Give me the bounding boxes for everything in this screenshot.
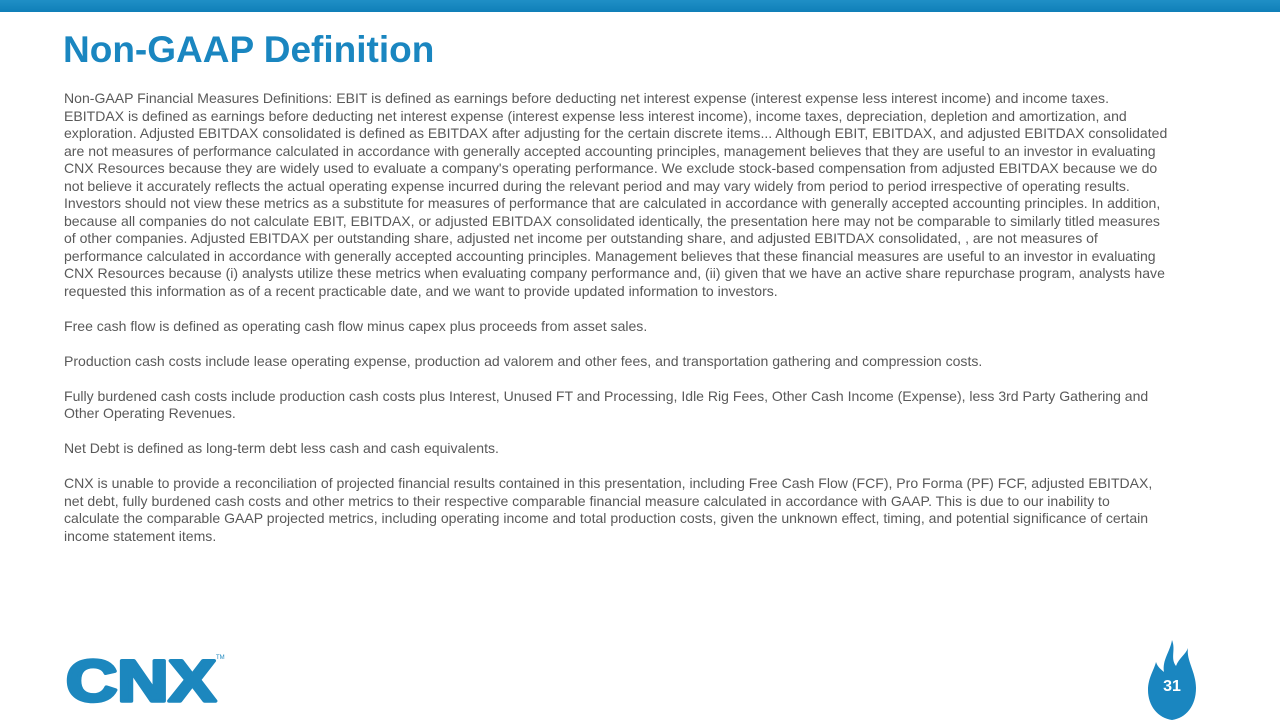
cnx-logo-icon [66, 650, 230, 706]
definitions-body [64, 90, 1169, 545]
slide-title: Non-GAAP Definition [63, 29, 435, 70]
paragraph-production-cash-costs: Production cash costs include lease operating expense, production ad valorem and other fees, and transportation gathering and compression costs. [64, 352, 983, 369]
paragraph-non-gaap-measures: Non-GAAP Financial Measures Definitions: EBIT is defined as earnings before deducting net interest expense (interest expense less interest income) and income taxes. EBITDAX is defined as earnings before deducting net interest expense (interest expense less interest income), income taxes, depreciation, depletion and amortization, and exploration. Adjusted EBITDAX consolidated is defined as EBITDAX after adjusting for the certain discrete items... Although EBIT, EBITDAX, and adjusted EBITDAX consolidated are not measures of performance calculated in accordance with generally accepted accounting principles, management believes that they are useful to an investor in evaluating CNX Resources because they are widely used to evaluate a company's operating performance. We exclude stock-based compensation from adjusted EBITDAX because we do not believe it accurately reflects the actual operating expense incurred during the relevant period and may vary widely from period to period irrespective of operating results. Investors should not view these metrics as a substitute for measures of performance that are calculated in accordance with generally accepted accounting principles. In addition, because all companies do not calculate EBIT, EBITDAX, or adjusted EBITDAX consolidated identically, the presentation here may not be comparable to similarly titled measures of other companies. Adjusted EBITDAX per outstanding share, adjusted net income per outstanding share, and adjusted EBITDAX consolidated, , are not measures of performance calculated in accordance with generally accepted accounting principles. Management believes that these financial measures are useful to an investor in evaluating CNX Resources because (i) analysts utilize these metrics when evaluating company performance and, (ii) given that we have an active share repurchase program, analysts have requested this information as of a recent practicable date, and we want to provide updated information to investors. [64, 90, 1168, 299]
paragraph-free-cash-flow: Free cash flow is defined as operating cash flow minus capex plus proceeds from asset sales. [64, 317, 648, 334]
top-accent-bar [0, 0, 1280, 12]
page-number: 31 [1163, 678, 1181, 695]
logo-wordmark: CNX [66, 650, 217, 706]
paragraph-net-debt: Net Debt is defined as long-term debt less cash and cash equivalents. [64, 440, 499, 456]
logo-trademark: TM [216, 655, 225, 661]
paragraph-fully-burdened-cash-costs: Fully burdened cash costs include production cash costs plus Interest, Unused FT and Processing, Idle Rig Fees, Other Cash Income (Expense), less 3rd Party Gathering and Other Operating Revenues. [64, 387, 1149, 421]
paragraph-reconciliation: CNX is unable to provide a reconciliation of projected financial results contained in this presentation, including Free Cash Flow (FCF), Pro Forma (PF) FCF, adjusted EBITDAX, net debt, fully burdened cash costs and other metrics to their respective comparable financial measure calculated in accordance with GAAP. This is due to our inability to calculate the comparable GAAP projected metrics, including operating income and total production costs, given the unknown effect, timing, and potential significance of certain income statement items. [64, 475, 1153, 544]
